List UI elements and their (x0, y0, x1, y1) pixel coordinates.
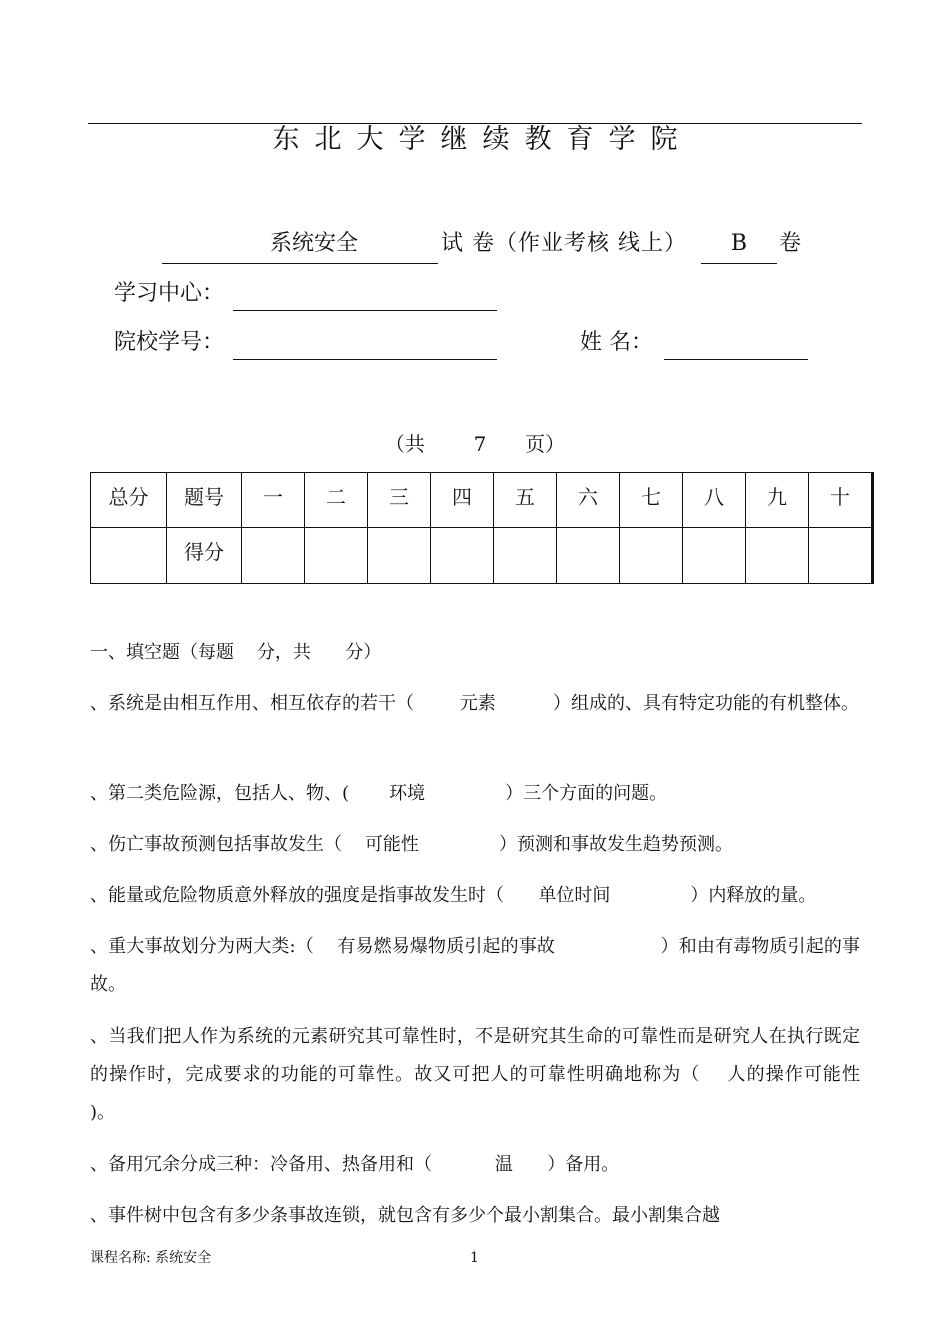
study-center-label: 学习中心： (114, 281, 225, 306)
footer-page-number: 1 (470, 1250, 479, 1266)
table-cell: 总分 (91, 473, 167, 528)
question-6: 、当我们把人作为系统的元素研究其可靠性时，不是研究其生命的可靠性而是研究人在执行既定的操作时，完成要求的功能的可靠性。故又可把人的可靠性明确地称为（ 人的操作可能性 )。 (90, 1026, 929, 1123)
table-cell: 题号 (167, 473, 242, 528)
exam-variant-suffix: 卷 (779, 231, 802, 256)
score-cell[interactable] (242, 528, 305, 584)
page-count: 7 (473, 432, 487, 456)
question-1: 、系统是由相互作用、相互依存的若干（ 元素 ）组成的、具有特定功能的有机整体。 (90, 693, 859, 714)
table-cell: 六 (557, 473, 620, 528)
table-cell: 九 (746, 473, 809, 528)
score-cell[interactable] (809, 528, 873, 584)
question-3: 、伤亡事故预测包括事故发生（ 可能性 ）预测和事故发生趋势预测。 (90, 834, 733, 855)
score-cell[interactable] (557, 528, 620, 584)
page-count-suffix: 页） (525, 432, 566, 456)
table-cell: 十 (809, 473, 873, 528)
exam-description: 试 卷（作业考核 线上） (441, 231, 687, 256)
table-cell: 得分 (167, 528, 242, 584)
table-cell: 四 (431, 473, 494, 528)
question-5: 、重大事故划分为两大类:（ 有易燃易爆物质引起的事故 ）和由有毒物质引起的事故。 (90, 936, 860, 995)
student-id-blank[interactable] (233, 358, 497, 360)
name-label: 姓 名： (580, 330, 653, 355)
institution-title: 东北大学继续教育学院 (272, 124, 693, 155)
question-8: 、事件树中包含有多少条事故连锁，就包含有多少个最小割集合。最小割集合越 (90, 1205, 720, 1226)
student-id-label: 院校学号： (114, 330, 225, 355)
total-score-cell[interactable] (91, 528, 167, 584)
study-center-blank[interactable] (233, 309, 497, 311)
name-blank[interactable] (664, 358, 808, 360)
course-name-field (162, 227, 438, 264)
score-cell[interactable] (494, 528, 557, 584)
table-cell: 七 (620, 473, 683, 528)
question-2: 、第二类危险源，包括人、物、( 环境 ）三个方面的问题。 (90, 783, 668, 804)
page-count-prefix: （共 (384, 432, 425, 456)
score-cell[interactable] (746, 528, 809, 584)
score-table-score-row (91, 528, 873, 584)
question-7: 、备用冗余分成三种：冷备用、热备用和（ 温 ）备用。 (90, 1154, 620, 1175)
footer-course-name: 课程名称: 系统安全 (90, 1250, 212, 1266)
score-cell[interactable] (683, 528, 746, 584)
exam-variant: B (701, 227, 777, 264)
table-cell: 一 (242, 473, 305, 528)
course-name: 系统安全 (270, 231, 359, 256)
score-table (90, 472, 874, 584)
score-table-header-row (91, 473, 873, 528)
page-count-line (0, 430, 950, 458)
question-4: 、能量或危险物质意外释放的强度是指事故发生时（ 单位时间 ）内释放的量。 (90, 885, 817, 906)
table-cell: 二 (305, 473, 368, 528)
score-cell[interactable] (368, 528, 431, 584)
score-cell[interactable] (305, 528, 368, 584)
section-title: 一、填空题（每题 分，共 分） (90, 642, 382, 663)
score-cell[interactable] (620, 528, 683, 584)
table-cell: 五 (494, 473, 557, 528)
table-cell: 八 (683, 473, 746, 528)
table-cell: 三 (368, 473, 431, 528)
score-cell[interactable] (431, 528, 494, 584)
